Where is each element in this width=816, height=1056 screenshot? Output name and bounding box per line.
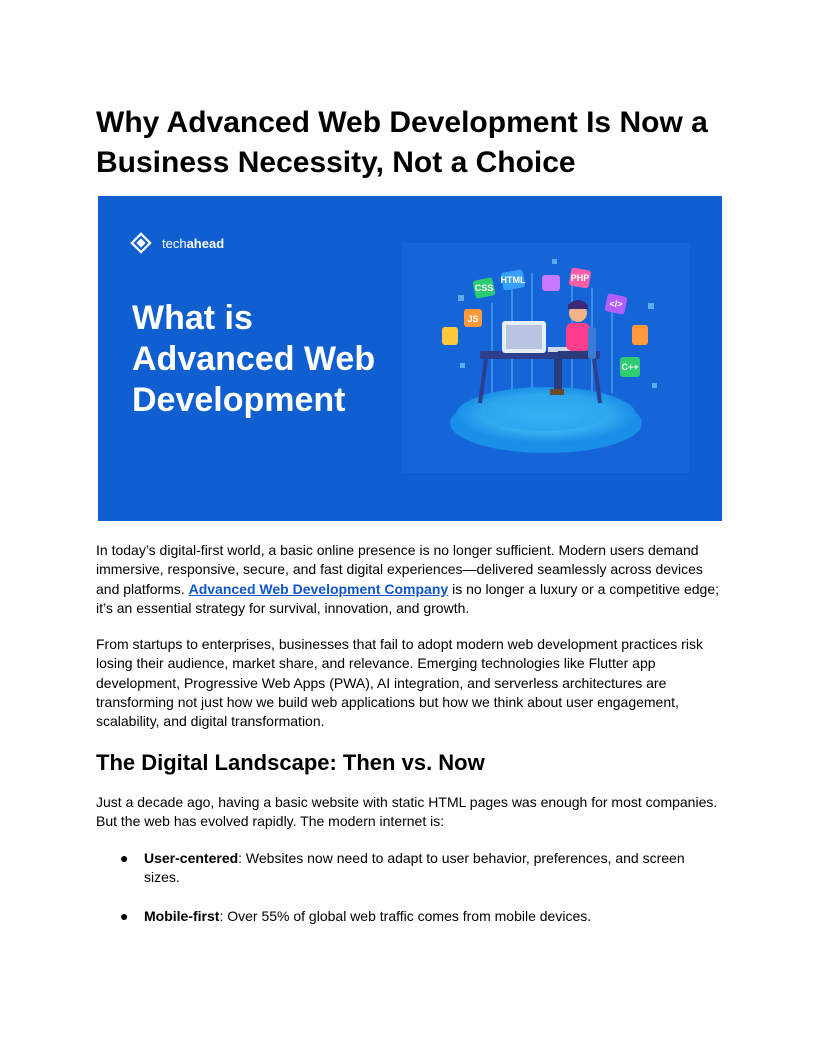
html-badge: HTML (500, 275, 526, 285)
developer-at-desk-illustration (402, 243, 690, 473)
hero-banner (98, 196, 722, 521)
bullet-dot: ● (120, 850, 129, 866)
list-item-text (144, 849, 720, 888)
php-badge: PHP (570, 273, 590, 283)
cpp-badge: C++ (621, 362, 639, 372)
banner-heading: What is Advanced Web Development (132, 299, 376, 419)
bullet-dot: ● (120, 908, 129, 924)
list-item-term: User-centered (144, 850, 239, 866)
article-title: Why Advanced Web Development Is Now a Business Necessity, Not a Choice (96, 106, 708, 179)
css-badge: CSS (474, 283, 494, 293)
logo-text-bold: ahead (186, 235, 225, 251)
intro-text-before-link: In today’s digital-first world, a basic online presence is no longer sufficient. Modern users demand immersive, responsive, secure, and fast digital experiences—delivered seamlessly across devices and platforms. (96, 542, 703, 597)
section-heading: The Digital Landscape: Then vs. Now (96, 750, 485, 775)
js-badge: JS (467, 314, 479, 324)
list-item-description: : Websites now need to adapt to user behavior, preferences, and screen sizes. (144, 850, 685, 886)
body-paragraph-3: Just a decade ago, having a basic website with static HTML pages was enough for most companies. But the web has evolved rapidly. The modern internet is: (96, 794, 718, 830)
advanced-web-development-company-link[interactable]: Advanced Web Development Company (188, 580, 449, 597)
list-item-term: Mobile-first (144, 908, 220, 924)
intro-paragraph (96, 541, 722, 618)
list-item-text (144, 907, 720, 926)
body-paragraph-2: From startups to enterprises, businesses that fail to adopt modern web development practices risk losing their audience, market share, and relevance. Emerging technologies like Flutter app development, Progressive Web Apps (PWA), AI integration, and serverless architectures are transforming not just how we build web applications but how we think about user engagement, scalability, and digital transformation. (96, 636, 703, 730)
techahead-logo (130, 232, 224, 254)
intro-text-after-link: is no longer a luxury or a competitive edge; it’s an essential strategy for survival, innovation, and growth. (96, 580, 719, 616)
code-tag-badge: </> (609, 299, 623, 309)
logo-text-light: tech (162, 235, 187, 251)
logo-wordmark (162, 236, 224, 251)
techahead-logo-icon (130, 232, 152, 254)
list-item-description: : Over 55% of global web traffic comes from mobile devices. (219, 908, 592, 924)
developer-illustration (402, 243, 690, 473)
